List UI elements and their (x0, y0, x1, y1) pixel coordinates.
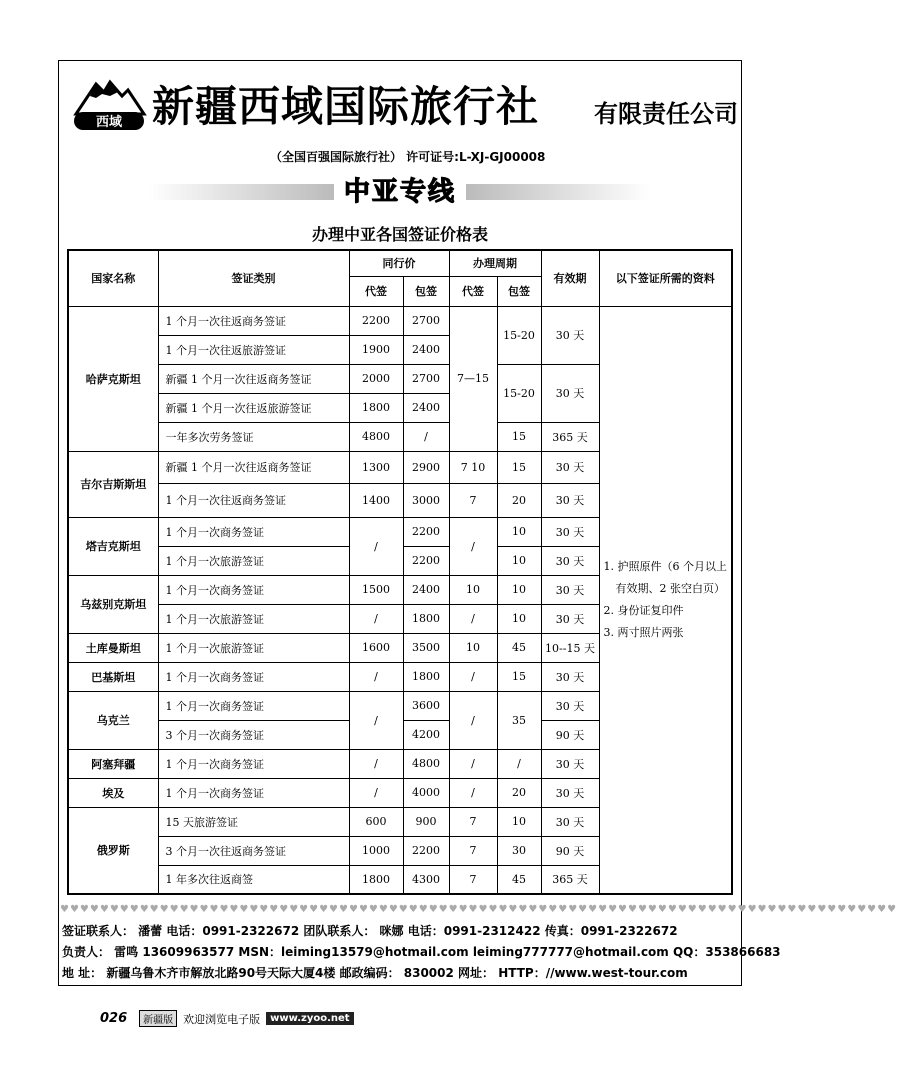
processing-package-cell: 30 (497, 836, 541, 865)
package-price-cell: / (403, 422, 449, 451)
header-package: 包签 (497, 276, 541, 306)
validity-cell: 30 天 (541, 691, 599, 720)
contact-line-address: 地 址： 新疆乌鲁木齐市解放北路90号天际大厦4楼 邮政编码： 830002 网址： HTTP：//www.west-tour.com (62, 966, 688, 980)
header-processing: 办理周期 (449, 250, 541, 276)
banner-right-gradient (466, 184, 652, 200)
validity-cell: 30 天 (541, 483, 599, 517)
package-price-cell: 4300 (403, 865, 449, 894)
processing-agent-cell: 7 (449, 865, 497, 894)
processing-agent-cell: 7 (449, 483, 497, 517)
package-price-cell: 2900 (403, 451, 449, 483)
processing-package-cell: 20 (497, 483, 541, 517)
agent-price-cell: / (349, 778, 403, 807)
validity-cell: 30 天 (541, 451, 599, 483)
visa-type-cell: 1 年多次往返商签 (158, 865, 349, 894)
processing-agent-cell: 7 (449, 836, 497, 865)
validity-cell: 30 天 (541, 662, 599, 691)
package-price-cell: 4200 (403, 720, 449, 749)
visa-type-cell: 1 个月一次往返商务签证 (158, 306, 349, 335)
agent-price-cell: 1500 (349, 575, 403, 604)
validity-cell: 365 天 (541, 865, 599, 894)
agent-price-cell: 4800 (349, 422, 403, 451)
validity-cell: 30 天 (541, 575, 599, 604)
visa-type-cell: 一年多次劳务签证 (158, 422, 349, 451)
header-peer-price: 同行价 (349, 250, 449, 276)
agent-price-cell: 2000 (349, 364, 403, 393)
edition-label: 新疆版 (139, 1010, 177, 1027)
agent-price-cell: / (349, 691, 403, 749)
visa-type-cell: 1 个月一次商务签证 (158, 662, 349, 691)
visa-type-cell: 15 天旅游签证 (158, 807, 349, 836)
package-price-cell: 2200 (403, 517, 449, 546)
processing-agent-cell: 7 (449, 807, 497, 836)
processing-package-cell: / (497, 749, 541, 778)
welcome-text: 欢迎浏览电子版 (183, 1012, 261, 1026)
processing-agent-cell: / (449, 691, 497, 749)
processing-package-cell: 15-20 (497, 364, 541, 422)
country-cell: 吉尔吉斯斯坦 (68, 451, 158, 517)
logo-text: 西域 (95, 115, 123, 130)
table-row (68, 306, 732, 335)
validity-cell: 90 天 (541, 720, 599, 749)
agent-price-cell: 600 (349, 807, 403, 836)
company-name: 新疆西域国际旅行社 (152, 82, 540, 131)
package-price-cell: 3000 (403, 483, 449, 517)
country-cell: 巴基斯坦 (68, 662, 158, 691)
validity-cell: 30 天 (541, 546, 599, 575)
hearts-divider: ♥♥♥♥♥♥♥♥♥♥♥♥♥♥♥♥♥♥♥♥♥♥♥♥♥♥♥♥♥♥♥♥♥♥♥♥♥♥♥♥♥♥♥♥♥♥♥♥♥♥♥♥♥♥♥♥♥♥♥♥♥♥♥♥♥♥♥♥♥♥♥♥♥♥♥♥♥♥♥♥♥♥♥♥ (60, 904, 897, 915)
package-price-cell: 2700 (403, 364, 449, 393)
visa-type-cell: 1 个月一次商务签证 (158, 691, 349, 720)
processing-package-cell: 10 (497, 517, 541, 546)
validity-cell: 30 天 (541, 749, 599, 778)
agent-price-cell: 1900 (349, 335, 403, 364)
package-price-cell: 2400 (403, 393, 449, 422)
visa-price-table (67, 249, 733, 895)
agent-price-cell: / (349, 749, 403, 778)
validity-cell: 30 天 (541, 807, 599, 836)
processing-package-cell: 10 (497, 575, 541, 604)
contact-line-manager: 负责人： 雷鸣 13609963577 MSN：leiming13579@hotmail.com leiming777777@hotmail.com QQ：353866683 (62, 945, 781, 959)
package-price-cell: 4800 (403, 749, 449, 778)
validity-cell: 90 天 (541, 836, 599, 865)
processing-package-cell: 15-20 (497, 306, 541, 364)
processing-package-cell: 10 (497, 807, 541, 836)
processing-package-cell: 15 (497, 422, 541, 451)
country-cell: 俄罗斯 (68, 807, 158, 894)
package-price-cell: 1800 (403, 604, 449, 633)
processing-agent-cell: / (449, 662, 497, 691)
processing-agent-cell: 10 (449, 575, 497, 604)
processing-agent-cell: 7—15 (449, 306, 497, 451)
visa-type-cell: 3 个月一次往返商务签证 (158, 836, 349, 865)
banner-left-gradient (148, 184, 334, 200)
package-price-cell: 1800 (403, 662, 449, 691)
package-price-cell: 4000 (403, 778, 449, 807)
website-link[interactable]: www.zyoo.net (266, 1012, 353, 1025)
package-price-cell: 3500 (403, 633, 449, 662)
validity-cell: 10--15 天 (541, 633, 599, 662)
requirement-item: 3. 两寸照片两张 (603, 625, 684, 639)
country-cell: 乌克兰 (68, 691, 158, 749)
visa-type-cell: 1 个月一次往返旅游签证 (158, 335, 349, 364)
header-validity: 有效期 (541, 250, 599, 306)
validity-cell: 30 天 (541, 517, 599, 546)
visa-type-cell: 新疆 1 个月一次往返旅游签证 (158, 393, 349, 422)
banner-title: 中亚专线 (344, 177, 457, 207)
contact-line-visa: 签证联系人： 潘蕾 电话：0991-2322672 团队联系人： 咪娜 电话：0991-2312422 传真：0991-2322672 (62, 924, 678, 938)
processing-package-cell: 20 (497, 778, 541, 807)
page-footer (100, 1010, 354, 1027)
requirement-item: 1. 护照原件（6 个月以上 (603, 559, 727, 573)
agent-price-cell: 1000 (349, 836, 403, 865)
agent-price-cell: 1400 (349, 483, 403, 517)
header-country: 国家名称 (68, 250, 158, 306)
visa-type-cell: 1 个月一次旅游签证 (158, 633, 349, 662)
visa-type-cell: 新疆 1 个月一次往返商务签证 (158, 364, 349, 393)
visa-type-cell: 1 个月一次商务签证 (158, 778, 349, 807)
visa-type-cell: 1 个月一次商务签证 (158, 749, 349, 778)
visa-type-cell: 1 个月一次商务签证 (158, 575, 349, 604)
header-visa-type: 签证类别 (158, 250, 349, 306)
processing-package-cell: 10 (497, 604, 541, 633)
country-cell: 阿塞拜疆 (68, 749, 158, 778)
mountain-logo-icon (70, 74, 148, 134)
agent-price-cell: / (349, 662, 403, 691)
validity-cell: 30 天 (541, 604, 599, 633)
visa-type-cell: 1 个月一次旅游签证 (158, 604, 349, 633)
licence-number: （全国百强国际旅行社） 许可证号:L-XJ-GJ00008 (270, 150, 546, 164)
processing-package-cell: 45 (497, 865, 541, 894)
table-title: 办理中亚各国签证价格表 (311, 225, 488, 244)
processing-package-cell: 15 (497, 662, 541, 691)
visa-type-cell: 3 个月一次商务签证 (158, 720, 349, 749)
visa-type-cell: 新疆 1 个月一次往返商务签证 (158, 451, 349, 483)
banner-band (148, 177, 652, 207)
processing-agent-cell: / (449, 749, 497, 778)
agent-price-cell: 2200 (349, 306, 403, 335)
package-price-cell: 3600 (403, 691, 449, 720)
country-cell: 埃及 (68, 778, 158, 807)
page-number: 026 (100, 1011, 128, 1026)
agent-price-cell: 1600 (349, 633, 403, 662)
country-cell: 乌兹别克斯坦 (68, 575, 158, 633)
package-price-cell: 2200 (403, 836, 449, 865)
header-requirements: 以下签证所需的资料 (599, 250, 732, 306)
validity-cell: 365 天 (541, 422, 599, 451)
processing-agent-cell: / (449, 604, 497, 633)
processing-package-cell: 35 (497, 691, 541, 749)
agent-price-cell: 1300 (349, 451, 403, 483)
header-agent: 代签 (449, 276, 497, 306)
agent-price-cell: 1800 (349, 393, 403, 422)
country-cell: 土库曼斯坦 (68, 633, 158, 662)
visa-type-cell: 1 个月一次旅游签证 (158, 546, 349, 575)
package-price-cell: 2400 (403, 335, 449, 364)
validity-cell: 30 天 (541, 778, 599, 807)
requirement-item: 2. 身份证复印件 (603, 603, 684, 617)
package-price-cell: 2200 (403, 546, 449, 575)
company-suffix: 有限责任公司 (594, 100, 738, 128)
processing-package-cell: 15 (497, 451, 541, 483)
visa-type-cell: 1 个月一次商务签证 (158, 517, 349, 546)
visa-type-cell: 1 个月一次往返商务签证 (158, 483, 349, 517)
package-price-cell: 900 (403, 807, 449, 836)
country-cell: 塔吉克斯坦 (68, 517, 158, 575)
header-package: 包签 (403, 276, 449, 306)
requirement-item: 有效期、2 张空白页） (615, 581, 725, 595)
agent-price-cell: / (349, 517, 403, 575)
processing-package-cell: 10 (497, 546, 541, 575)
requirements-cell (599, 306, 732, 894)
processing-agent-cell: / (449, 517, 497, 575)
validity-cell: 30 天 (541, 306, 599, 364)
country-cell: 哈萨克斯坦 (68, 306, 158, 451)
processing-agent-cell: / (449, 778, 497, 807)
processing-agent-cell: 10 (449, 633, 497, 662)
agent-price-cell: / (349, 604, 403, 633)
package-price-cell: 2700 (403, 306, 449, 335)
agent-price-cell: 1800 (349, 865, 403, 894)
processing-package-cell: 45 (497, 633, 541, 662)
header-agent: 代签 (349, 276, 403, 306)
validity-cell: 30 天 (541, 364, 599, 422)
package-price-cell: 2400 (403, 575, 449, 604)
processing-agent-cell: 7 10 (449, 451, 497, 483)
